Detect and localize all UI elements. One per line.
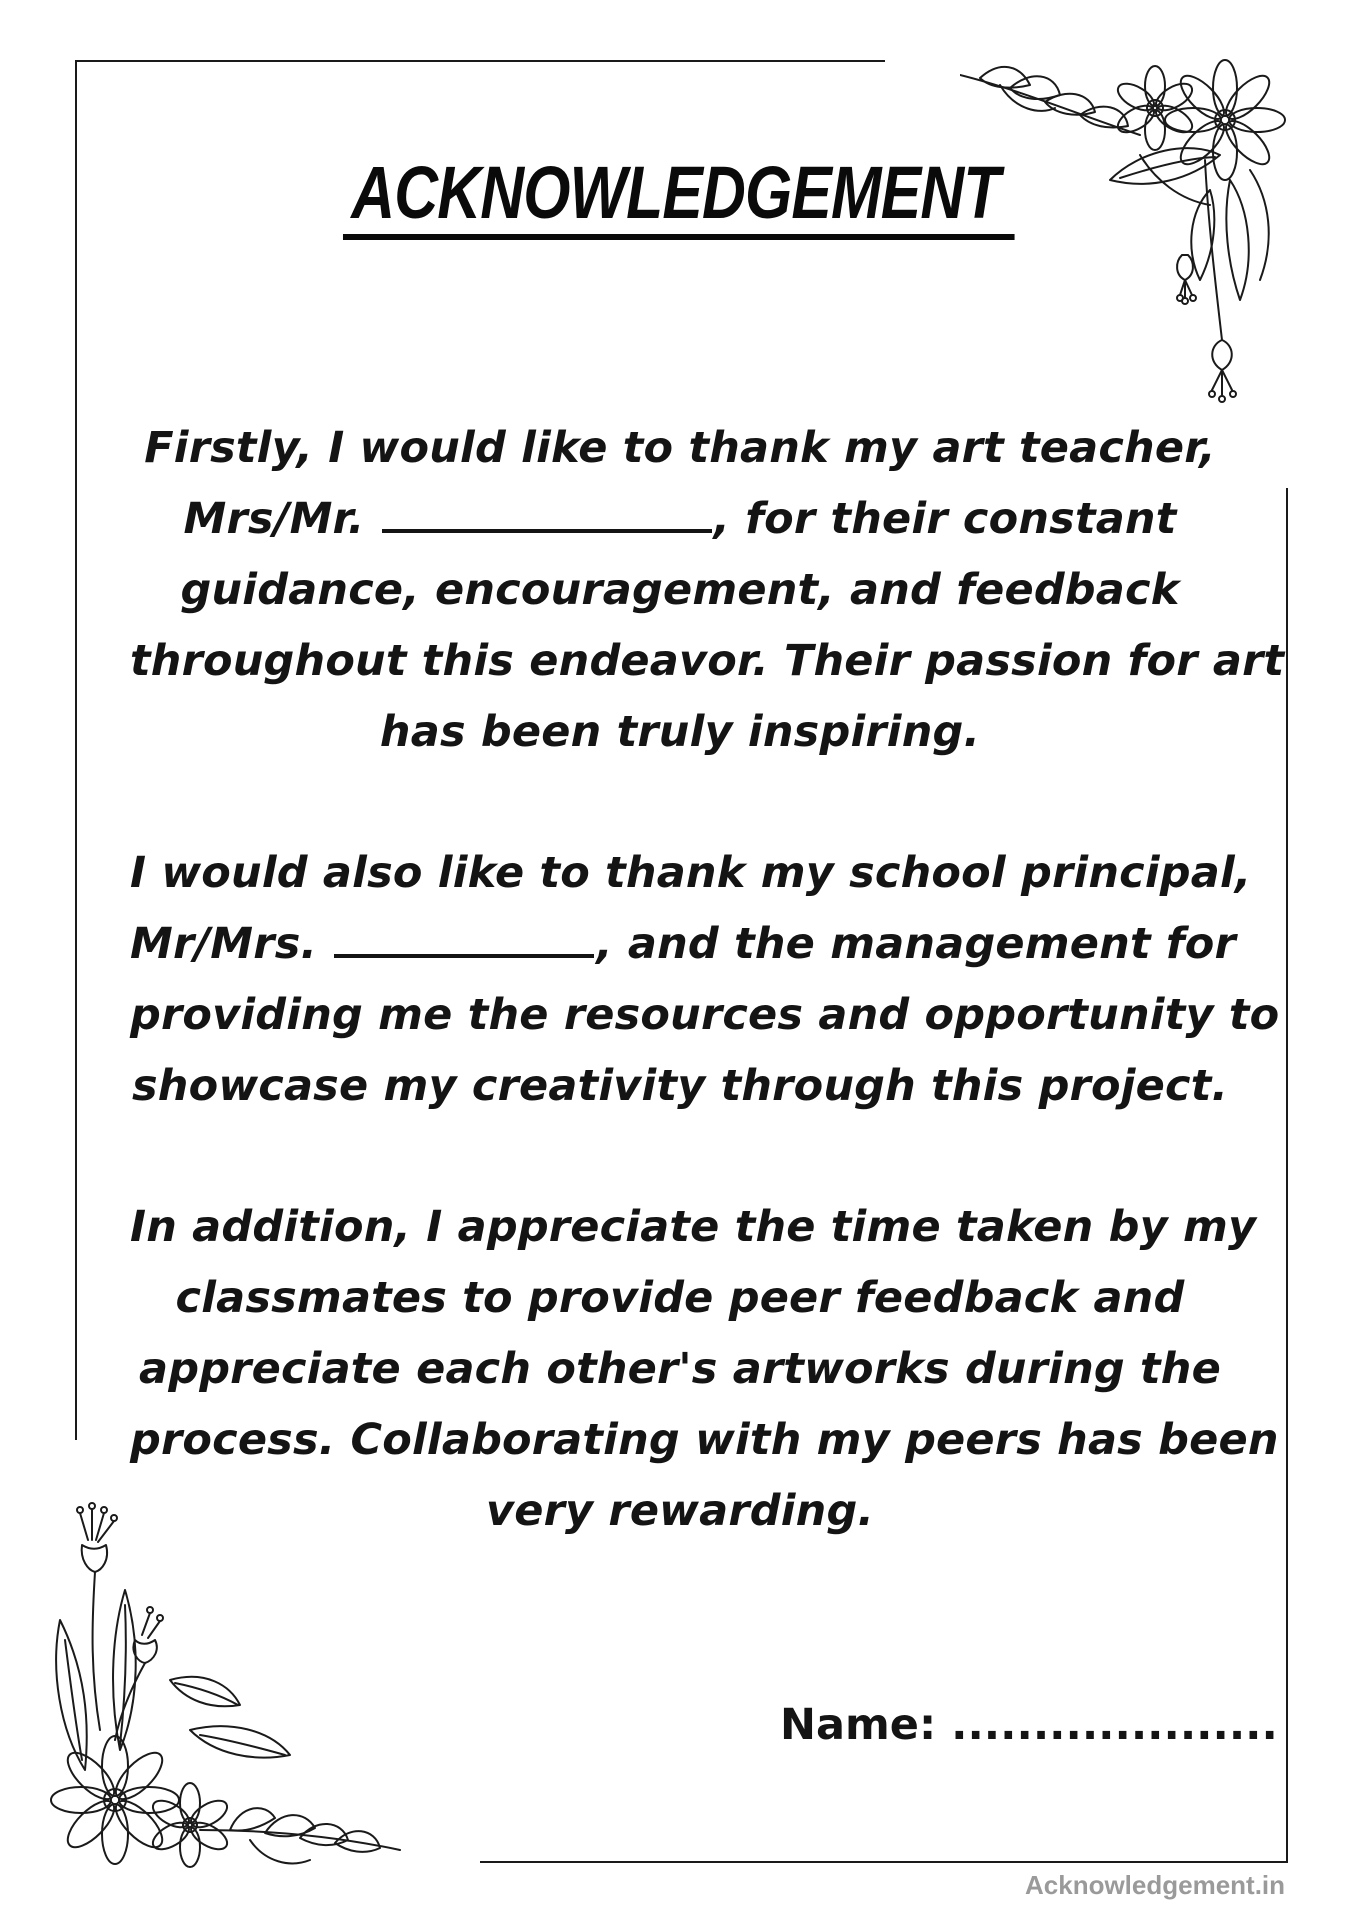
teacher-name-blank[interactable]	[382, 499, 712, 533]
principal-salutation: Mr/Mrs.	[130, 919, 318, 969]
floral-corner-icon	[30, 1500, 410, 1880]
principal-name-blank[interactable]	[334, 924, 594, 958]
teacher-line-rest: , for their constant	[713, 494, 1177, 544]
paragraph-line: very rewarding.	[486, 1486, 874, 1536]
name-signature-field[interactable]: Name: ....................	[780, 1700, 1278, 1750]
frame-top-line	[75, 60, 885, 62]
paragraph-principal	[130, 838, 1280, 1122]
floral-corner-icon	[960, 40, 1300, 420]
paragraph-classmates	[130, 1192, 1279, 1547]
frame-left-line	[75, 60, 77, 1440]
paragraph-line: guidance, encouragement, and feedback	[180, 565, 1180, 615]
teacher-salutation: Mrs/Mr.	[183, 494, 365, 544]
paragraph-line: classmates to provide peer feedback and	[175, 1273, 1185, 1323]
paragraph-line	[130, 909, 1236, 980]
paragraph-line: appreciate each other's artworks during the	[139, 1344, 1221, 1394]
paragraph-line: showcase my creativity through this project.	[132, 1061, 1228, 1111]
paragraph-line	[130, 484, 1230, 555]
paragraph-line: providing me the resources and opportunity to	[130, 990, 1280, 1040]
paragraph-line: I would also like to thank my school principal,	[130, 848, 1252, 898]
paragraph-line: Firstly, I would like to thank my art teacher,	[144, 423, 1216, 473]
principal-line-rest: , and the management for	[596, 919, 1236, 969]
paragraph-line: throughout this endeavor. Their passion for art	[130, 636, 1285, 686]
page-title-text: ACKNOWLEDGEMENT	[343, 154, 1014, 240]
frame-right-line	[1286, 488, 1288, 1863]
paragraph-art-teacher	[130, 413, 1285, 768]
paragraph-line: process. Collaborating with my peers has been	[130, 1415, 1279, 1465]
site-watermark: Acknowledgement.in	[1025, 1870, 1286, 1900]
frame-bottom-line	[480, 1861, 1288, 1863]
paragraph-line: In addition, I appreciate the time taken by my	[130, 1202, 1257, 1252]
paragraph-line: has been truly inspiring.	[379, 707, 981, 757]
